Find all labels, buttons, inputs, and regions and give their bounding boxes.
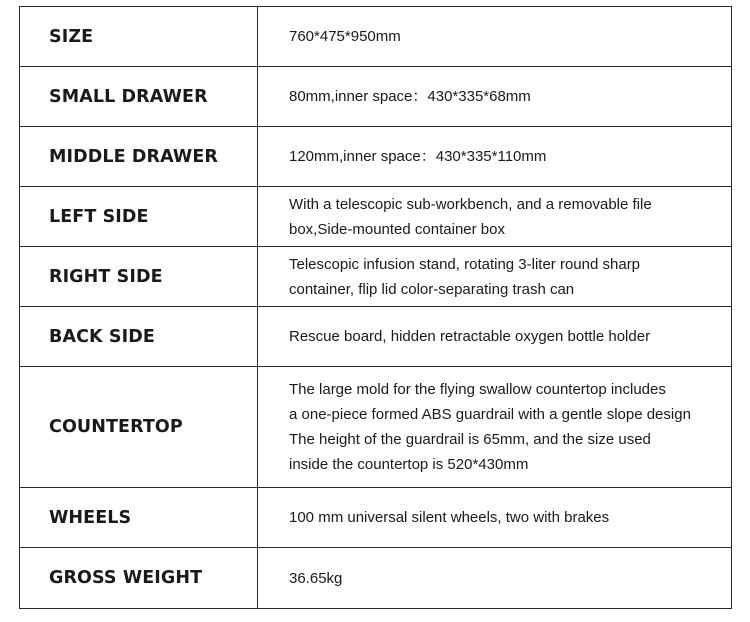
spec-value — [258, 7, 732, 67]
spec-value-line: Rescue board, hidden retractable oxygen bottle holder — [289, 328, 651, 345]
spec-value-line: The height of the guardrail is 65mm, and the size used — [289, 431, 651, 448]
spec-label: BACK SIDE — [20, 307, 258, 367]
spec-value — [258, 548, 732, 609]
spec-label: GROSS WEIGHT — [20, 548, 258, 609]
spec-value — [258, 67, 732, 127]
spec-row-small-drawer — [20, 67, 732, 127]
spec-label: MIDDLE DRAWER — [20, 127, 258, 187]
spec-value — [258, 187, 732, 247]
spec-row-gross-weight — [20, 548, 732, 609]
spec-label: RIGHT SIDE — [20, 247, 258, 307]
spec-value — [258, 127, 732, 187]
spec-table — [19, 6, 732, 609]
spec-label: SMALL DRAWER — [20, 67, 258, 127]
spec-row-right-side — [20, 247, 732, 307]
spec-value-line: a one-piece formed ABS guardrail with a gentle slope design — [289, 406, 691, 423]
spec-value-line: 100 mm universal silent wheels, two with brakes — [289, 509, 610, 526]
spec-value — [258, 367, 732, 488]
spec-value-line: 760*475*950mm — [289, 28, 401, 45]
spec-value-line: The large mold for the flying swallow countertop includes — [289, 381, 666, 398]
spec-value — [258, 307, 732, 367]
spec-row-size — [20, 7, 732, 67]
spec-row-back-side — [20, 307, 732, 367]
spec-value-line: box,Side-mounted container box — [289, 220, 505, 238]
spec-value-line: 80mm,inner space：430*335*68mm — [289, 88, 531, 105]
spec-value-line: 36.65kg — [289, 569, 343, 587]
spec-label: WHEELS — [20, 488, 258, 548]
spec-row-middle-drawer — [20, 127, 732, 187]
spec-value — [258, 488, 732, 548]
spec-value-line: 120mm,inner space：430*335*110mm — [289, 148, 547, 165]
spec-label: LEFT SIDE — [20, 187, 258, 247]
spec-value-line: inside the countertop is 520*430mm — [289, 456, 529, 473]
spec-label: COUNTERTOP — [20, 367, 258, 488]
spec-value-line: With a telescopic sub-workbench, and a removable file — [289, 195, 652, 213]
spec-row-wheels — [20, 488, 732, 548]
spec-value-line: Telescopic infusion stand, rotating 3-liter round sharp — [289, 255, 641, 273]
spec-value — [258, 247, 732, 307]
spec-row-countertop — [20, 367, 732, 488]
spec-label: SIZE — [20, 7, 258, 67]
spec-value-line: container, flip lid color-separating trash can — [289, 280, 575, 298]
spec-row-left-side — [20, 187, 732, 247]
